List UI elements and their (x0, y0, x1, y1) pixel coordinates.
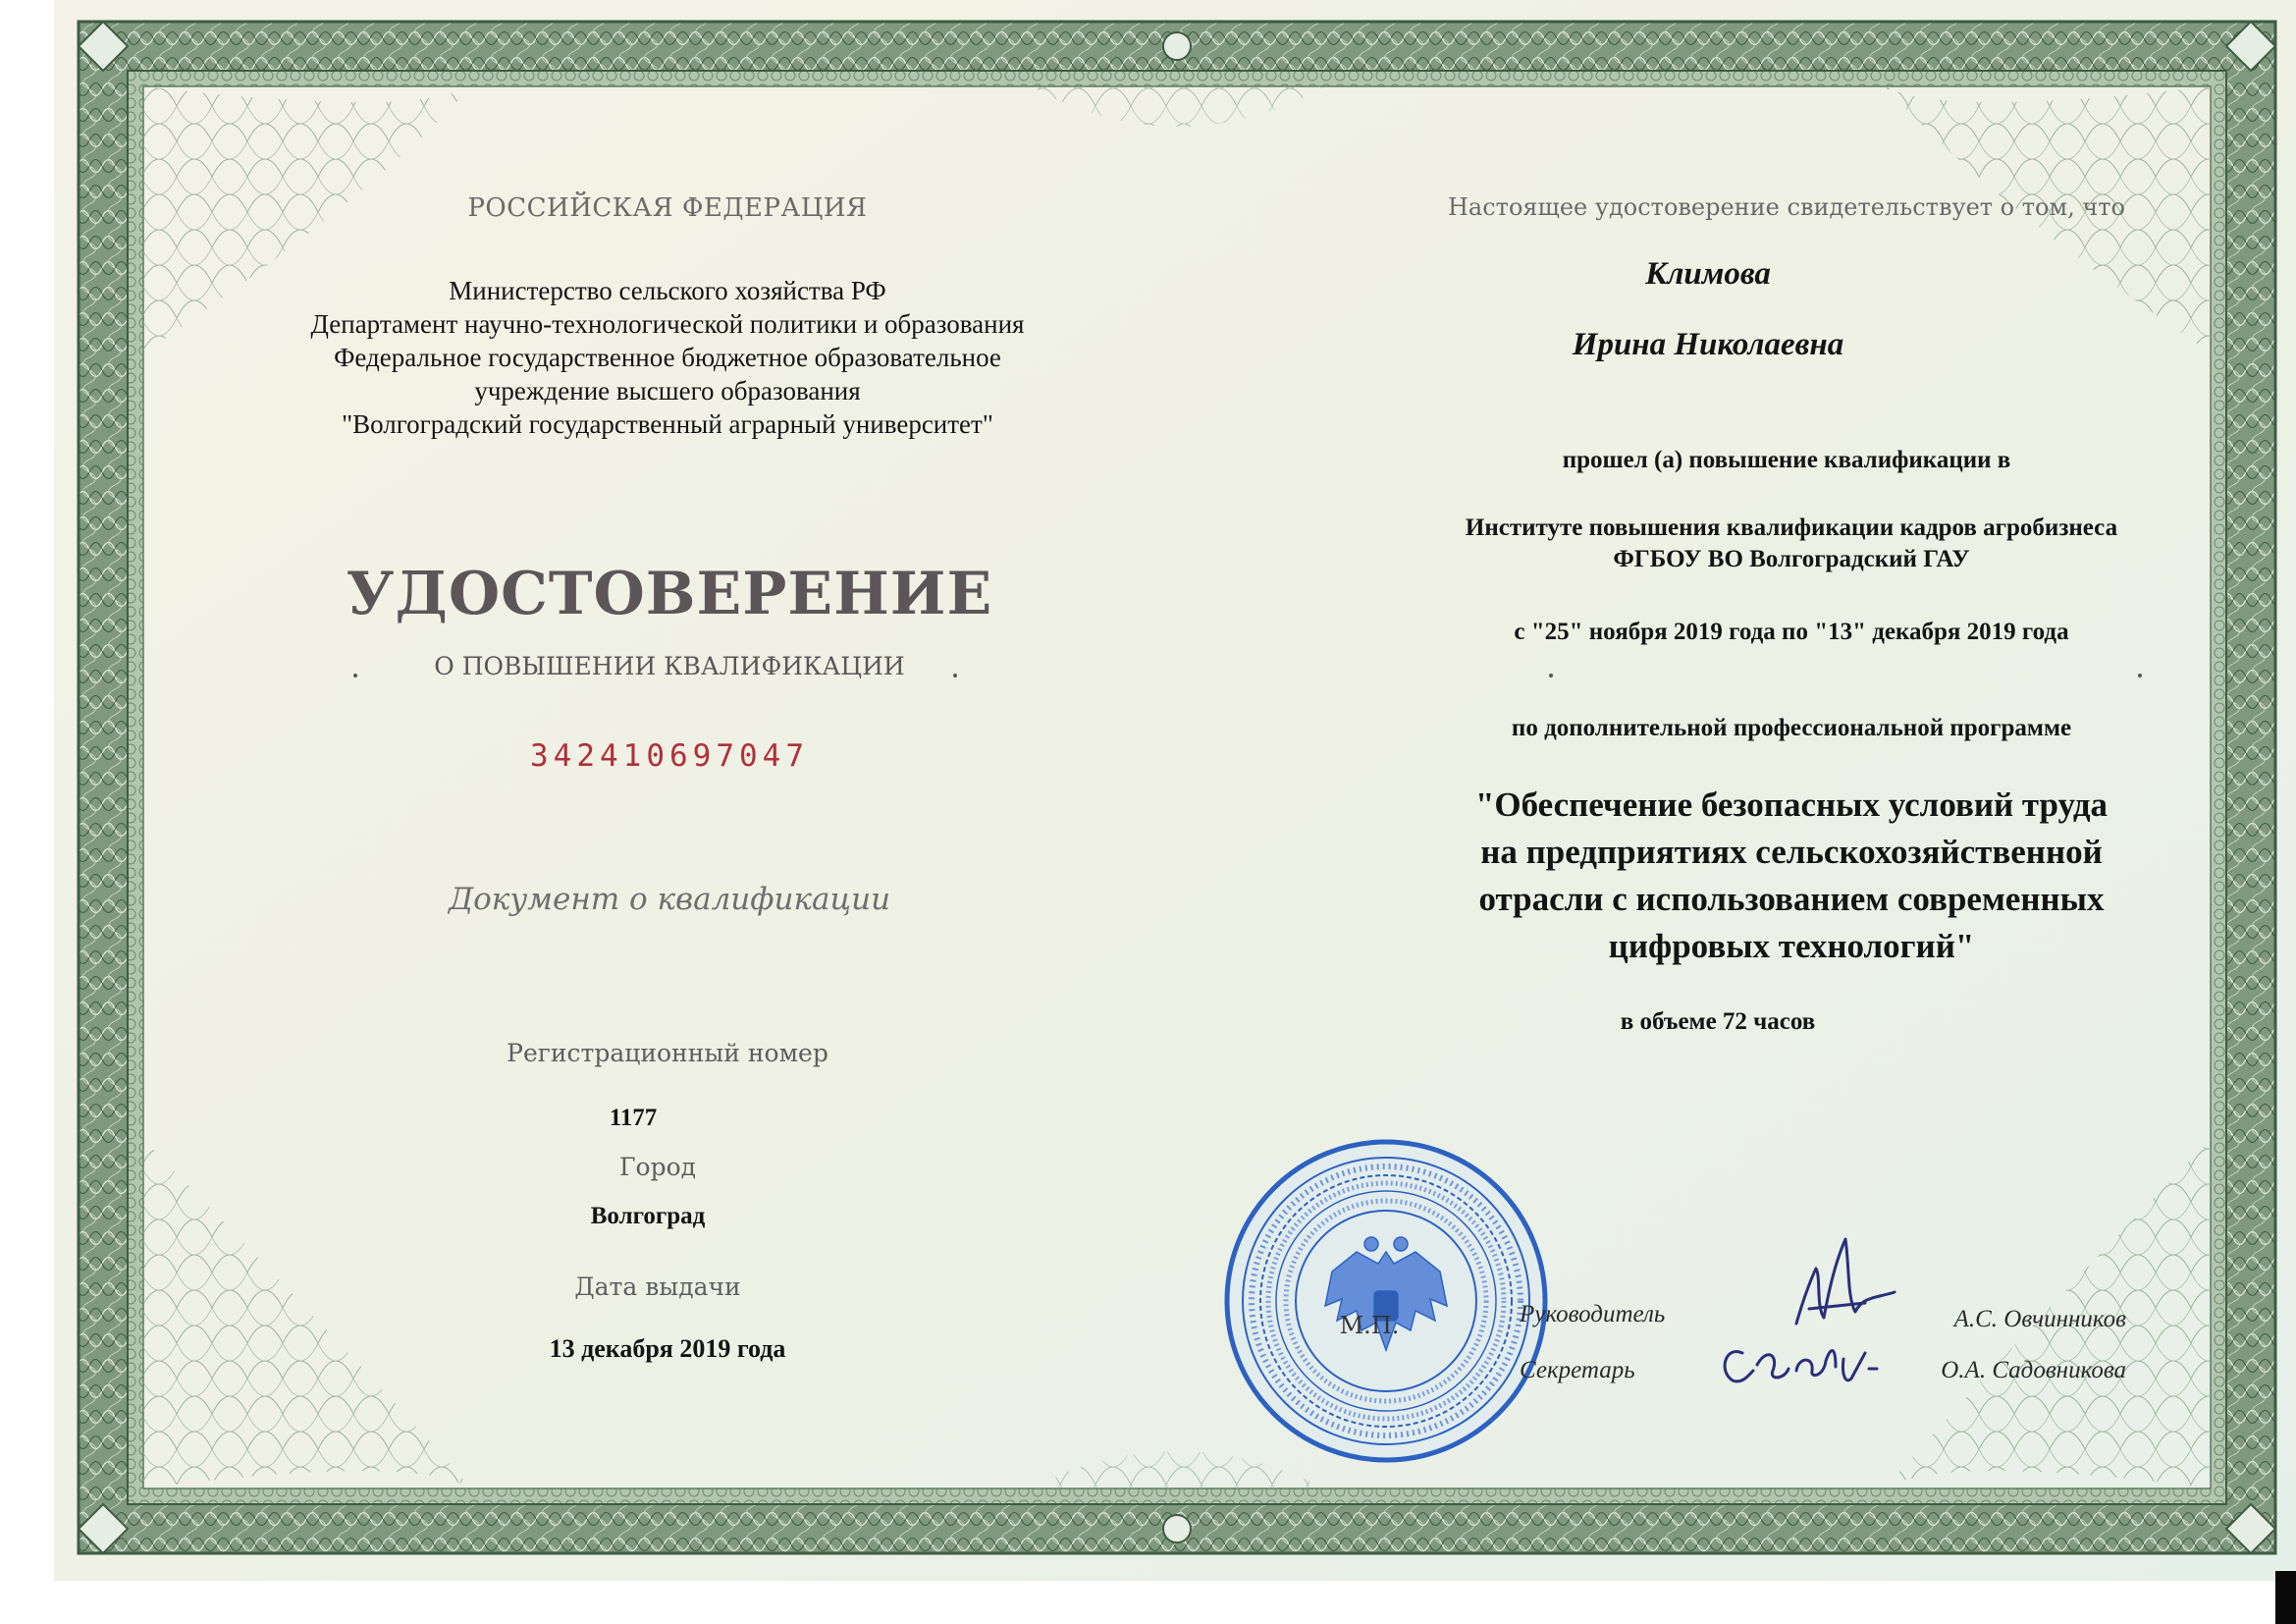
document-type: Документ о квалификации (448, 882, 891, 917)
director-role: Руководитель (1520, 1301, 1666, 1327)
issuer-line-1: Министерство сельского хозяйства РФ (449, 276, 886, 305)
issue-date-label: Дата выдачи (574, 1272, 741, 1301)
issue-date-value: 13 декабря 2019 года (549, 1334, 786, 1363)
program-label: по дополнительной профессиональной программе (1511, 715, 2072, 741)
issuer-line-4: учреждение высшего образования (474, 376, 861, 406)
recipient-surname: Климова (1645, 256, 1771, 292)
secretary-name: О.А. Садовникова (1941, 1357, 2126, 1383)
official-seal (1227, 1142, 1545, 1460)
city-label: Город (618, 1153, 697, 1181)
document-title: УДОСТОВЕРЕНИЕ (346, 560, 993, 628)
recipient-given-names: Ирина Николаевна (1572, 327, 1844, 362)
institute-line-2: ФГБОУ ВО Волгоградский ГАУ (1613, 546, 1970, 572)
registration-label: Регистрационный номер (507, 1039, 828, 1067)
city-value: Волгоград (590, 1203, 706, 1229)
training-period: с "25" ноября 2019 года по "13" декабря 2019 года (1514, 619, 2069, 645)
stamp-mark: М.П. (1339, 1312, 1400, 1339)
completion-text: прошел (а) повышение квалификации в (1562, 447, 2011, 473)
secretary-role: Секретарь (1520, 1357, 1635, 1383)
program-title-line-1: "Обеспечение безопасных условий труда (1474, 785, 2109, 824)
issuer-line-3: Федеральное государственное бюджетное образовательное (334, 343, 1001, 372)
issuer-line-5: "Волгоградский государственный аграрный университет" (342, 409, 993, 439)
intro-text: Настоящее удостоверение свидетельствует о том, что (1447, 193, 2126, 221)
director-name: А.С. Овчинников (1953, 1306, 2126, 1332)
serial-number: 342410697047 (530, 738, 809, 774)
program-title-line-4: цифровых технологий" (1608, 927, 1975, 965)
document-subtitle: О ПОВЫШЕНИИ КВАЛИФИКАЦИИ (434, 652, 905, 680)
country-heading: РОССИЙСКАЯ ФЕДЕРАЦИЯ (467, 193, 868, 223)
program-volume: в объеме 72 часов (1620, 1008, 1816, 1035)
institute-line-1: Институте повышения квалификации кадров агробизнеса (1465, 514, 2118, 541)
issuer-line-2: Департамент научно-технологической политики и образования (310, 309, 1025, 339)
registration-number: 1177 (609, 1105, 658, 1131)
program-title-line-3: отрасли с использованием современных (1478, 880, 2105, 918)
program-title-line-2: на предприятиях сельскохозяйственной (1480, 833, 2103, 871)
